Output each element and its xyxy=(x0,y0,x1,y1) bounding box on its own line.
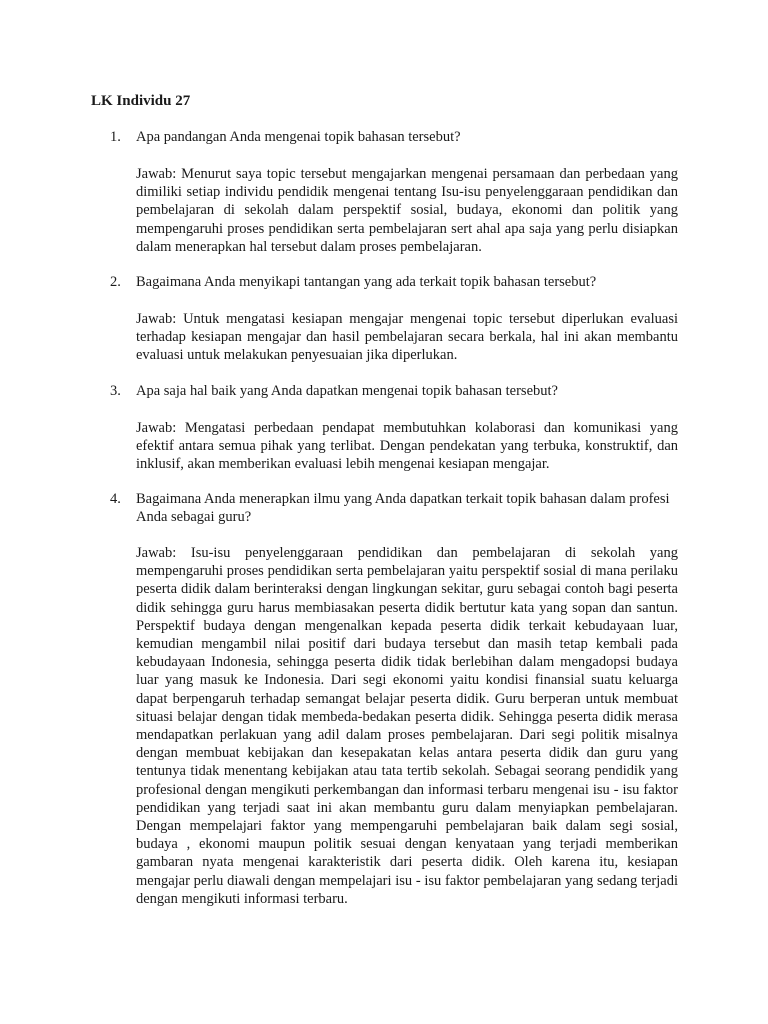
question-number: 1. xyxy=(110,129,121,145)
question-text: Bagaimana Anda menerapkan ilmu yang Anda dapatkan terkait topik bahasan dalam profesi Anda sebagai guru? xyxy=(136,491,670,526)
question-text: Apa saja hal baik yang Anda dapatkan mengenai topik bahasan tersebut? xyxy=(136,383,558,399)
question-number: 3. xyxy=(110,383,121,399)
question-number: 4. xyxy=(110,491,121,507)
answer-text: Jawab: Isu-isu penyelenggaraan pendidikan dan pembelajaran di sekolah yang mempengaruhi proses pendidikan serta pembelajaran yaitu perspektif sosial di mana perilaku peserta didik dalam berinteraksi dengan lingkungan sekitar, guru sebagai contoh bagi peserta didik sehingga guru harus membiasakan peserta didik bertutur kata yang sopan dan santun. Perspektif budaya dengan mengenalkan kepada peserta didik terkait kebudayaan luar, kemudian mengambil nilai positif dari budaya tersebut dan masih tetap kembali pada kebudayaan Indonesia, sehingga peserta didik tidak berlebihan dalam mengadopsi budaya luar yang masuk ke Indonesia. Dari segi ekonomi yaitu kondisi finansial suatu keluarga dapat berpengaruh terhadap semangat belajar peserta didik. Guru berperan untuk membuat situasi belajar dengan tidak membeda-bedakan peserta didik. Sehingga peserta didik merasa mendapatkan perlakuan yang adil dalam proses pembelajaran. Dari segi politik misalnya dengan membuat kebijakan dan kesepakatan kelas antara peserta didik dan guru yang tentunya tidak menentang kebijakan atau tata tertib sekolah. Sebagai seorang pendidik yang profesional dengan mengikuti perkembangan dan informasi terbaru mengenai isu - isu faktor pendidikan yang terjadi saat ini akan membantu guru dalam menyiapkan pembelajaran. Dengan mempelajari faktor yang mempengaruhi pembelajaran baik dalam segi sosial, budaya , ekonomi maupun politik sesuai dengan kenyataan yang terjadi memberikan gambaran nyata mengenai karakteristik dari peserta didik. Oleh karena itu, kesiapan mengajar perlu diawali dengan mempelajari isu - isu faktor pembelajaran yang sedang terjadi dengan mengikuti informasi terbaru. xyxy=(136,545,678,907)
question-text: Apa pandangan Anda mengenai topik bahasan tersebut? xyxy=(136,129,461,145)
answer-text: Jawab: Menurut saya topic tersebut mengajarkan mengenai persamaan dan perbedaan yang dimiliki setiap individu pendidik mengenai tentang Isu-isu penyelenggaraan pendidikan dan pembelajaran di sekolah dalam perspektif sosial, budaya, ekonomi dan politik yang mempengaruhi proses pendidikan serta pembelajaran sert ahal apa saja yang perlu disiapkan dalam menerapkan hal tersebut dalam proses pembelajaran. xyxy=(136,166,678,255)
question-text: Bagaimana Anda menyikapi tantangan yang ada terkait topik bahasan tersebut? xyxy=(136,274,597,290)
answer-text: Jawab: Untuk mengatasi kesiapan mengajar mengenai topic tersebut diperlukan evaluasi terhadap kesiapan mengajar dan hasil pembelajaran secara berkala, hal ini akan membantu evaluasi untuk melakukan penyesuaian jika diperlukan. xyxy=(136,311,678,364)
question-number: 2. xyxy=(110,274,121,290)
answer-text: Jawab: Mengatasi perbedaan pendapat membutuhkan kolaborasi dan komunikasi yang efektif antara semua pihak yang terlibat. Dengan pendekatan yang terbuka, konstruktif, dan inklusif, akan memberikan evaluasi lebih mengenai kesiapan mengajar. xyxy=(136,420,678,473)
document-title: LK Individu 27 xyxy=(91,93,191,109)
